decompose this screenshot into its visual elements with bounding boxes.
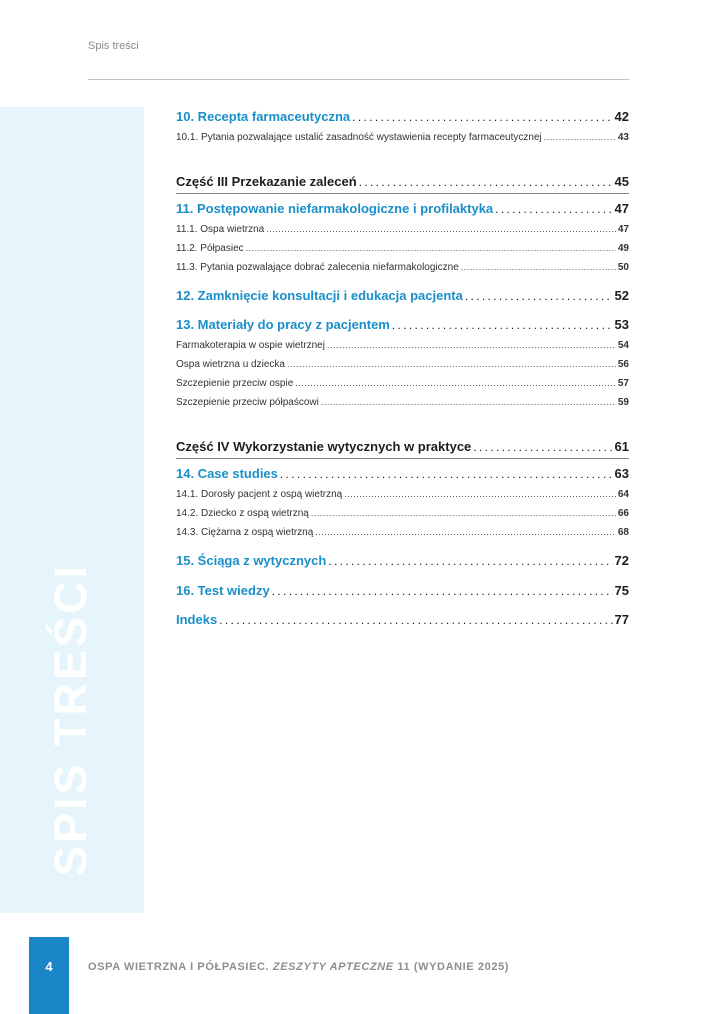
toc-entry-chapter-13[interactable] <box>176 317 629 333</box>
dot-leader <box>461 261 616 274</box>
toc-entry-page: 72 <box>614 553 629 568</box>
toc-entry-section-11-3[interactable] <box>176 261 629 274</box>
toc-entry-page: 47 <box>617 224 629 235</box>
dot-leader <box>465 288 613 304</box>
toc-entry-label: 14. Case studies <box>176 466 278 481</box>
dot-leader <box>495 201 612 217</box>
toc-entry-label: 14.1. Dorosły pacjent z ospą wietrzną <box>176 489 343 500</box>
toc-entry-page: 66 <box>617 508 629 519</box>
dot-leader <box>280 466 613 482</box>
toc-entry-label: Ospa wietrzna u dziecka <box>176 359 285 370</box>
toc-entry-label: 14.3. Ciężarna z ospą wietrzną <box>176 527 314 538</box>
toc-entry-material-2[interactable] <box>176 358 629 371</box>
toc-entry-page: 61 <box>614 439 629 454</box>
dot-leader <box>544 131 616 144</box>
dot-leader <box>392 317 613 333</box>
side-title: SPIS TREŚCI <box>45 562 96 876</box>
toc-entry-label: 11.1. Ospa wietrzna <box>176 224 265 235</box>
dot-leader <box>359 174 613 190</box>
header-divider <box>88 79 629 80</box>
toc-entry-page: 45 <box>614 174 629 189</box>
toc-entry-label: Szczepienie przeciw ospie <box>176 378 294 389</box>
toc-entry-section-14-1[interactable] <box>176 488 629 501</box>
part-divider <box>176 193 629 194</box>
dot-leader <box>246 242 616 255</box>
dot-leader <box>295 377 616 390</box>
toc-entry-page: 47 <box>614 201 629 216</box>
dot-leader <box>311 507 616 520</box>
toc-entry-part-4[interactable] <box>176 439 629 455</box>
toc-entry-page: 64 <box>617 489 629 500</box>
toc-entry-chapter-10[interactable] <box>176 109 629 125</box>
toc-entry-material-1[interactable] <box>176 339 629 352</box>
running-head: Spis treści <box>88 40 139 52</box>
part-divider <box>176 458 629 459</box>
dot-leader <box>315 526 616 539</box>
dot-leader <box>219 612 612 628</box>
toc-entry-chapter-11[interactable] <box>176 201 629 217</box>
toc-entry-label: 13. Materiały do pracy z pacjentem <box>176 317 390 332</box>
toc-entry-page: 43 <box>617 132 629 143</box>
toc-entry-material-3[interactable] <box>176 377 629 390</box>
toc-entry-page: 57 <box>617 378 629 389</box>
toc-entry-label: 16. Test wiedzy <box>176 583 270 598</box>
toc-entry-label: 10.1. Pytania pozwalające ustalić zasadność wystawienia recepty farmaceutycznej <box>176 132 542 143</box>
toc-entry-page: 68 <box>617 527 629 538</box>
toc-entry-label: 12. Zamknięcie konsultacji i edukacja pacjenta <box>176 288 463 303</box>
toc-entry-page: 50 <box>617 262 629 273</box>
toc-entry-page: 49 <box>617 243 629 254</box>
toc-entry-section-11-2[interactable] <box>176 242 629 255</box>
dot-leader <box>473 439 612 455</box>
toc-entry-label: Indeks <box>176 612 218 627</box>
dot-leader <box>321 396 616 409</box>
toc-entry-label: 11.2. Półpasiec <box>176 243 244 254</box>
dot-leader <box>272 583 613 599</box>
toc-entry-page: 59 <box>617 397 629 408</box>
page-number-tab <box>29 937 69 1014</box>
dot-leader <box>327 339 616 352</box>
toc-entry-page: 56 <box>617 359 629 370</box>
toc-entry-section-14-2[interactable] <box>176 507 629 520</box>
toc-entry-label: 11.3. Pytania pozwalające dobrać zalecenia niefarmakologiczne <box>176 262 459 273</box>
toc-entry-label: Część III Przekazanie zaleceń <box>176 174 357 189</box>
toc-entry-chapter-15[interactable] <box>176 553 629 569</box>
toc-entry-label: 14.2. Dziecko z ospą wietrzną <box>176 508 309 519</box>
toc-entry-page: 77 <box>614 612 629 627</box>
footer-title-main: OSPA WIETRZNA I PÓŁPASIEC. <box>88 961 273 973</box>
toc-entry-chapter-14[interactable] <box>176 466 629 482</box>
toc-entry-page: 63 <box>614 466 629 481</box>
toc-entry-page: 42 <box>614 109 629 124</box>
toc-entry-chapter-12[interactable] <box>176 288 629 304</box>
toc-entry-label: Szczepienie przeciw półpaścowi <box>176 397 319 408</box>
toc-entry-chapter-16[interactable] <box>176 583 629 599</box>
toc-entry-material-4[interactable] <box>176 396 629 409</box>
toc-entry-section-11-1[interactable] <box>176 223 629 236</box>
dot-leader <box>328 553 612 569</box>
toc-entry-page: 52 <box>614 288 629 303</box>
toc-entry-page: 54 <box>617 340 629 351</box>
toc-entry-section-10-1[interactable] <box>176 131 629 144</box>
toc-entry-index[interactable] <box>176 612 629 628</box>
toc-entry-page: 75 <box>614 583 629 598</box>
dot-leader <box>352 109 612 125</box>
dot-leader <box>266 223 616 236</box>
dot-leader <box>287 358 616 371</box>
footer-edition: 11 (WYDANIE 2025) <box>393 961 510 973</box>
footer-title <box>88 961 509 973</box>
toc-entry-label: Farmakoterapia w ospie wietrznej <box>176 340 325 351</box>
toc-entry-label: 11. Postępowanie niefarmakologiczne i profilaktyka <box>176 201 494 216</box>
toc-entry-label: Część IV Wykorzystanie wytycznych w praktyce <box>176 439 472 454</box>
toc-entry-section-14-3[interactable] <box>176 526 629 539</box>
toc-entry-part-3[interactable] <box>176 174 629 190</box>
toc-entry-label: 10. Recepta farmaceutyczna <box>176 109 351 124</box>
footer-series: ZESZYTY APTECZNE <box>272 961 394 973</box>
page-number: 4 <box>45 959 53 974</box>
toc-entry-label: 15. Ściąga z wytycznych <box>176 553 327 568</box>
dot-leader <box>344 488 616 501</box>
toc-entry-page: 53 <box>614 317 629 332</box>
